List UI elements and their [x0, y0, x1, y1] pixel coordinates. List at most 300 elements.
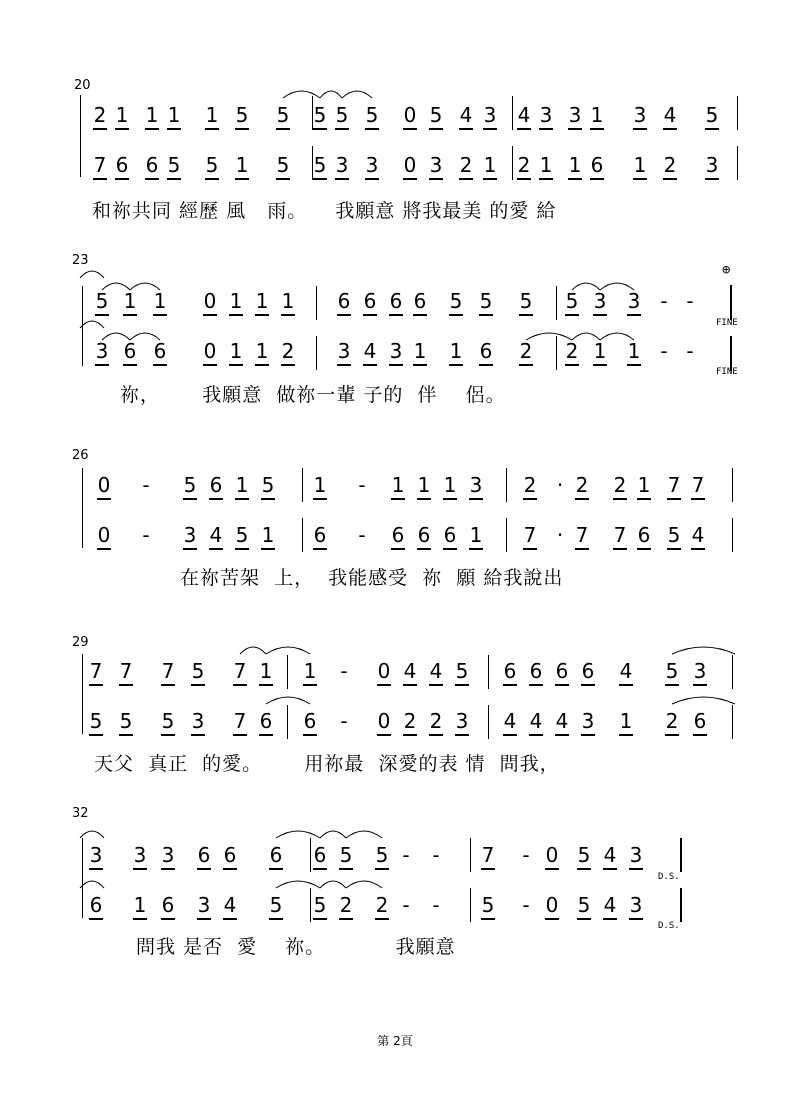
- jianpu-note: 1: [568, 153, 582, 177]
- jianpu-note: 5: [183, 473, 197, 497]
- jianpu-note: 7: [89, 659, 103, 683]
- jianpu-note: -: [660, 339, 668, 363]
- jianpu-note: 1: [469, 523, 483, 547]
- jianpu-note: 6: [590, 153, 604, 177]
- barline: [512, 146, 513, 180]
- jianpu-note: 6: [145, 153, 159, 177]
- note-underline: [205, 128, 219, 130]
- note-underline: [577, 918, 591, 920]
- jianpu-note: 7: [691, 473, 705, 497]
- jianpu-note: 1: [145, 103, 159, 127]
- note-underline: [276, 178, 290, 180]
- jianpu-note: -: [432, 843, 440, 867]
- jianpu-note: 6: [223, 843, 237, 867]
- jianpu-note: 3: [539, 103, 553, 127]
- jianpu-note: 5: [167, 153, 181, 177]
- barline: [316, 336, 317, 370]
- jianpu-note: 0: [403, 153, 417, 177]
- jianpu-note: 3: [133, 843, 147, 867]
- jianpu-note: 1: [281, 289, 295, 313]
- note-underline: [403, 178, 417, 180]
- jianpu-note: 4: [223, 893, 237, 917]
- jianpu-note: 1: [637, 473, 651, 497]
- barline: [302, 468, 303, 502]
- note-underline: [223, 868, 237, 870]
- jianpu-note: 2: [613, 473, 627, 497]
- note-underline: [313, 178, 327, 180]
- ds-mark: D.S.: [658, 872, 680, 882]
- jianpu-note: 4: [429, 659, 443, 683]
- note-underline: [629, 868, 643, 870]
- note-underline: [691, 498, 705, 500]
- jianpu-note: 4: [403, 659, 417, 683]
- note-underline: [197, 868, 211, 870]
- note-underline: [417, 498, 431, 500]
- jianpu-note: -: [522, 843, 530, 867]
- jianpu-note: 3: [389, 339, 403, 363]
- slur: [283, 91, 320, 98]
- note-underline: [705, 178, 719, 180]
- jianpu-note: 5: [89, 709, 103, 733]
- jianpu-note: ·: [556, 473, 564, 497]
- note-underline: [391, 498, 405, 500]
- jianpu-note: 2: [663, 153, 677, 177]
- system-brace: [82, 468, 83, 548]
- jianpu-note: 0: [403, 103, 417, 127]
- note-underline: [429, 684, 443, 686]
- jianpu-note: 5: [235, 103, 249, 127]
- note-underline: [481, 918, 495, 920]
- jianpu-note: 3: [455, 709, 469, 733]
- jianpu-note: 6: [269, 843, 283, 867]
- note-underline: [261, 498, 275, 500]
- jianpu-note: 3: [633, 103, 647, 127]
- lyrics-line: 祢， 我願意 做祢一輩 子的 伴 侶。: [120, 384, 506, 406]
- note-underline: [575, 548, 589, 550]
- lyrics-line: 和祢共同 經歷 風 雨。 我願意 將我最美 的愛 給: [92, 200, 557, 222]
- note-underline: [429, 128, 443, 130]
- note-underline: [459, 178, 473, 180]
- jianpu-note: 3: [161, 843, 175, 867]
- barline: [556, 336, 557, 370]
- jianpu-note: 1: [205, 103, 219, 127]
- note-underline: [119, 734, 133, 736]
- jianpu-note: 5: [665, 659, 679, 683]
- note-underline: [229, 314, 243, 316]
- note-underline: [545, 868, 559, 870]
- barline: [506, 518, 507, 552]
- jianpu-note: -: [142, 523, 150, 547]
- jianpu-note: 2: [519, 339, 533, 363]
- note-underline: [389, 364, 403, 366]
- note-underline: [235, 128, 249, 130]
- slur: [266, 697, 310, 704]
- jianpu-note: 5: [313, 103, 327, 127]
- note-underline: [89, 684, 103, 686]
- note-underline: [481, 868, 495, 870]
- jianpu-note: 5: [449, 289, 463, 313]
- jianpu-note: 4: [555, 709, 569, 733]
- barline: [310, 888, 311, 922]
- note-underline: [455, 734, 469, 736]
- jianpu-note: -: [358, 473, 366, 497]
- note-underline: [167, 178, 181, 180]
- measure-number: 32: [72, 806, 89, 821]
- note-underline: [97, 498, 111, 500]
- jianpu-note: 1: [303, 659, 317, 683]
- note-underline: [183, 498, 197, 500]
- note-underline: [197, 918, 211, 920]
- jianpu-note: ·: [556, 523, 564, 547]
- note-underline: [619, 734, 633, 736]
- jianpu-note: 3: [197, 893, 211, 917]
- note-underline: [479, 314, 493, 316]
- jianpu-note: 4: [363, 339, 377, 363]
- jianpu-note: 6: [637, 523, 651, 547]
- note-underline: [365, 178, 379, 180]
- barline: [470, 888, 471, 922]
- barline: [732, 468, 733, 502]
- jianpu-note: 6: [313, 523, 327, 547]
- fine-mark: FINE: [716, 367, 738, 377]
- slur: [80, 831, 104, 838]
- jianpu-note: -: [432, 893, 440, 917]
- jianpu-note: 6: [313, 843, 327, 867]
- jianpu-note: 5: [313, 153, 327, 177]
- note-underline: [529, 684, 543, 686]
- slur: [80, 321, 104, 328]
- jianpu-note: 6: [503, 659, 517, 683]
- jianpu-note: 0: [377, 659, 391, 683]
- note-underline: [455, 684, 469, 686]
- jianpu-note: 2: [429, 709, 443, 733]
- jianpu-note: 2: [339, 893, 353, 917]
- note-underline: [191, 734, 205, 736]
- jianpu-note: 1: [313, 473, 327, 497]
- jianpu-note: 6: [581, 659, 595, 683]
- jianpu-note: -: [660, 289, 668, 313]
- note-underline: [313, 918, 327, 920]
- note-underline: [123, 314, 137, 316]
- note-underline: [389, 314, 403, 316]
- final-barline: [680, 888, 682, 922]
- note-underline: [539, 128, 553, 130]
- note-underline: [565, 314, 579, 316]
- jianpu-note: 2: [281, 339, 295, 363]
- jianpu-note: 2: [517, 153, 531, 177]
- note-underline: [667, 498, 681, 500]
- jianpu-note: 7: [575, 523, 589, 547]
- note-underline: [705, 128, 719, 130]
- note-underline: [339, 918, 353, 920]
- note-underline: [403, 684, 417, 686]
- jianpu-note: 4: [459, 103, 473, 127]
- barline: [512, 96, 513, 130]
- barline: [488, 655, 489, 689]
- note-underline: [223, 918, 237, 920]
- jianpu-note: 7: [481, 843, 495, 867]
- note-underline: [203, 364, 217, 366]
- note-underline: [449, 364, 463, 366]
- jianpu-note: 3: [568, 103, 582, 127]
- jianpu-note: -: [358, 523, 366, 547]
- note-underline: [483, 128, 497, 130]
- note-underline: [590, 128, 604, 130]
- note-underline: [235, 548, 249, 550]
- jianpu-note: 4: [209, 523, 223, 547]
- jianpu-note: 3: [629, 843, 643, 867]
- note-underline: [403, 128, 417, 130]
- jianpu-note: 5: [429, 103, 443, 127]
- note-underline: [517, 128, 531, 130]
- jianpu-note: 3: [335, 153, 349, 177]
- jianpu-note: 5: [276, 103, 290, 127]
- jianpu-note: 5: [705, 103, 719, 127]
- note-underline: [335, 128, 349, 130]
- note-underline: [145, 128, 159, 130]
- slur: [266, 647, 310, 654]
- note-underline: [97, 548, 111, 550]
- note-underline: [429, 734, 443, 736]
- jianpu-note: 3: [469, 473, 483, 497]
- jianpu-note: 4: [503, 709, 517, 733]
- jianpu-note: -: [402, 843, 410, 867]
- note-underline: [565, 364, 579, 366]
- note-underline: [667, 548, 681, 550]
- jianpu-note: 3: [593, 289, 607, 313]
- jianpu-note: 1: [259, 659, 273, 683]
- note-underline: [161, 918, 175, 920]
- jianpu-note: 1: [167, 103, 181, 127]
- note-underline: [203, 314, 217, 316]
- note-underline: [337, 314, 351, 316]
- jianpu-note: 6: [161, 893, 175, 917]
- note-underline: [209, 548, 223, 550]
- jianpu-note: 7: [233, 659, 247, 683]
- jianpu-note: 6: [693, 709, 707, 733]
- jianpu-note: 1: [483, 153, 497, 177]
- jianpu-note: 1: [115, 103, 129, 127]
- jianpu-note: 7: [233, 709, 247, 733]
- note-underline: [161, 734, 175, 736]
- note-underline: [363, 314, 377, 316]
- note-underline: [391, 548, 405, 550]
- note-underline: [593, 314, 607, 316]
- note-underline: [229, 364, 243, 366]
- jianpu-note: 6: [529, 659, 543, 683]
- jianpu-note: 1: [255, 339, 269, 363]
- jianpu-note: 3: [581, 709, 595, 733]
- system-brace: [82, 654, 83, 734]
- note-underline: [259, 684, 273, 686]
- jianpu-note: 5: [269, 893, 283, 917]
- jianpu-note: -: [522, 893, 530, 917]
- jianpu-note: 6: [337, 289, 351, 313]
- lyrics-line: 天父 真正 的愛。 用祢最 深愛的表 情 問我，: [94, 753, 560, 775]
- note-underline: [603, 918, 617, 920]
- note-underline: [313, 128, 327, 130]
- jianpu-note: 6: [209, 473, 223, 497]
- note-underline: [503, 684, 517, 686]
- barline: [310, 838, 311, 872]
- note-underline: [233, 734, 247, 736]
- barline: [556, 286, 557, 320]
- note-underline: [523, 548, 537, 550]
- note-underline: [115, 128, 129, 130]
- note-underline: [95, 364, 109, 366]
- jianpu-note: 4: [663, 103, 677, 127]
- fine-mark: FINE: [716, 318, 738, 328]
- jianpu-note: 6: [115, 153, 129, 177]
- jianpu-note: 6: [555, 659, 569, 683]
- jianpu-note: 1: [449, 339, 463, 363]
- slur: [276, 881, 320, 888]
- jianpu-note: 3: [183, 523, 197, 547]
- note-underline: [577, 868, 591, 870]
- note-underline: [590, 178, 604, 180]
- jianpu-note: 7: [161, 659, 175, 683]
- jianpu-note: 3: [89, 843, 103, 867]
- note-underline: [281, 314, 295, 316]
- note-underline: [313, 868, 327, 870]
- jianpu-note: 1: [590, 103, 604, 127]
- jianpu-note: 0: [97, 523, 111, 547]
- note-underline: [209, 498, 223, 500]
- note-underline: [581, 734, 595, 736]
- barline: [287, 655, 288, 689]
- jianpu-note: 6: [153, 339, 167, 363]
- jianpu-note: 3: [705, 153, 719, 177]
- jianpu-note: 2: [375, 893, 389, 917]
- note-underline: [313, 548, 327, 550]
- jianpu-note: 1: [229, 289, 243, 313]
- barline: [302, 518, 303, 552]
- jianpu-note: 6: [389, 289, 403, 313]
- note-underline: [665, 684, 679, 686]
- barline: [287, 705, 288, 739]
- note-underline: [93, 178, 107, 180]
- coda-sign: ⊕: [722, 262, 731, 278]
- note-underline: [339, 868, 353, 870]
- note-underline: [375, 868, 389, 870]
- note-underline: [663, 128, 677, 130]
- jianpu-note: 7: [523, 523, 537, 547]
- barline: [506, 468, 507, 502]
- lyrics-line: 在祢苦架 上， 我能感受 祢 願 給我說出: [180, 567, 564, 589]
- note-underline: [603, 868, 617, 870]
- jianpu-note: 5: [375, 843, 389, 867]
- note-underline: [575, 498, 589, 500]
- note-underline: [95, 314, 109, 316]
- note-underline: [235, 178, 249, 180]
- jianpu-note: 2: [459, 153, 473, 177]
- jianpu-note: 7: [119, 659, 133, 683]
- note-underline: [633, 178, 647, 180]
- jianpu-note: 3: [191, 709, 205, 733]
- note-underline: [593, 364, 607, 366]
- jianpu-note: 6: [303, 709, 317, 733]
- jianpu-note: -: [686, 289, 694, 313]
- jianpu-note: 4: [619, 659, 633, 683]
- note-underline: [363, 364, 377, 366]
- note-underline: [523, 498, 537, 500]
- note-underline: [167, 128, 181, 130]
- note-underline: [663, 178, 677, 180]
- jianpu-note: 1: [235, 473, 249, 497]
- note-underline: [691, 548, 705, 550]
- jianpu-note: 2: [403, 709, 417, 733]
- jianpu-note: 2: [565, 339, 579, 363]
- slur: [346, 881, 382, 888]
- note-underline: [417, 548, 431, 550]
- note-underline: [693, 684, 707, 686]
- note-underline: [93, 128, 107, 130]
- jianpu-note: 6: [479, 339, 493, 363]
- jianpu-note: 5: [205, 153, 219, 177]
- system-brace: [82, 838, 83, 918]
- note-underline: [153, 364, 167, 366]
- note-underline: [161, 684, 175, 686]
- jianpu-note: 6: [89, 893, 103, 917]
- note-underline: [153, 314, 167, 316]
- note-underline: [633, 128, 647, 130]
- jianpu-note: 5: [577, 843, 591, 867]
- jianpu-note: 4: [517, 103, 531, 127]
- jianpu-note: 1: [229, 339, 243, 363]
- jianpu-note: 5: [481, 893, 495, 917]
- note-underline: [529, 734, 543, 736]
- barline: [732, 705, 733, 739]
- measure-number: 29: [72, 635, 89, 650]
- jianpu-note: 5: [161, 709, 175, 733]
- note-underline: [568, 178, 582, 180]
- jianpu-note: 1: [593, 339, 607, 363]
- jianpu-note: 1: [391, 473, 405, 497]
- jianpu-note: 7: [613, 523, 627, 547]
- jianpu-note: 1: [417, 473, 431, 497]
- jianpu-note: 4: [603, 893, 617, 917]
- jianpu-note: 0: [545, 843, 559, 867]
- note-underline: [627, 364, 641, 366]
- jianpu-note: 5: [191, 659, 205, 683]
- note-underline: [377, 684, 391, 686]
- system-brace: [82, 286, 83, 366]
- note-underline: [545, 918, 559, 920]
- note-underline: [375, 918, 389, 920]
- note-underline: [403, 734, 417, 736]
- jianpu-note: 2: [575, 473, 589, 497]
- barline: [470, 838, 471, 872]
- jianpu-note: -: [340, 709, 348, 733]
- jianpu-note: 5: [519, 289, 533, 313]
- jianpu-note: 6: [417, 523, 431, 547]
- jianpu-note: 1: [133, 893, 147, 917]
- slur: [320, 881, 346, 888]
- jianpu-note: 5: [577, 893, 591, 917]
- note-underline: [313, 498, 327, 500]
- final-barline: [680, 838, 682, 872]
- note-underline: [479, 364, 493, 366]
- note-underline: [449, 314, 463, 316]
- note-underline: [115, 178, 129, 180]
- barline: [737, 96, 738, 130]
- jianpu-note: 5: [335, 103, 349, 127]
- barline: [732, 655, 733, 689]
- jianpu-note: 5: [119, 709, 133, 733]
- measure-number: 26: [72, 448, 89, 463]
- system-brace: [80, 95, 81, 177]
- jianpu-note: 1: [153, 289, 167, 313]
